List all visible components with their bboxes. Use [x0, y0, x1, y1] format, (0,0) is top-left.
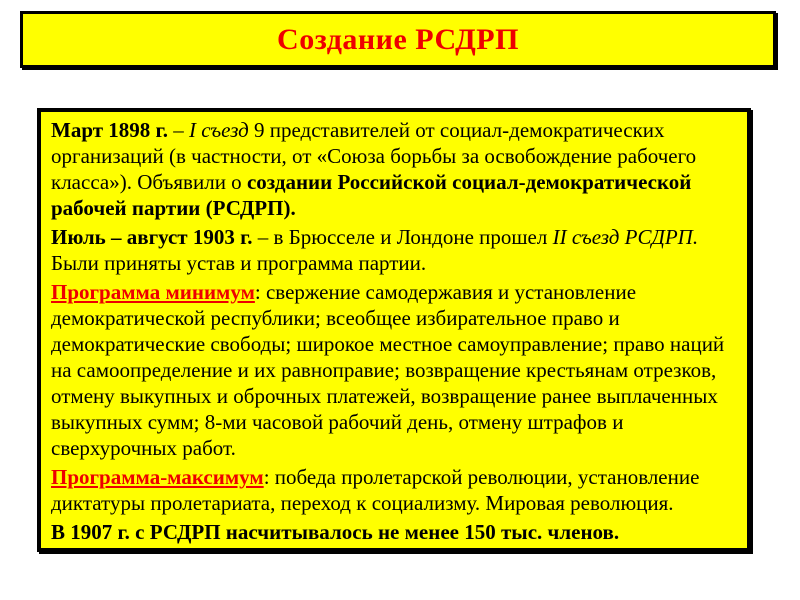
title-bar	[20, 11, 776, 68]
body-text	[51, 117, 739, 545]
text-segment-regular: –	[173, 118, 189, 142]
content-box	[37, 108, 751, 552]
text-segment-regular: : победа пролетарской революции, установление диктатуры пролетариата, переход к социализму. Мировая революция.	[51, 465, 700, 515]
text-segment-regular: : свержение самодержавия и установление демократической республики; всеобщее избирательное право и демократические свободы; широкое местное самоуправление; право наций на самоопределение и их равноправие; возвращение крестьянам отрезков, отмену выкупных и оброчных платежей, возвращение ранее выплаченных выкупных сумм; 8-ми часовой рабочий день, отмену штрафов и сверхурочных работ.	[51, 280, 725, 460]
text-segment-red-heading: Программа-максимум	[51, 465, 264, 489]
text-segment-italic: II съезд РСДРП.	[552, 225, 699, 249]
paragraph	[51, 519, 739, 545]
text-segment-regular: Были приняты устав и программа партии.	[51, 251, 427, 275]
paragraph	[51, 464, 739, 516]
text-segment-red-heading: Программа минимум	[51, 280, 255, 304]
paragraph	[51, 117, 739, 221]
paragraph	[51, 224, 739, 276]
text-segment-bold: В 1907 г. с РСДРП насчитывалось не менее 150 тыс. членов.	[51, 520, 620, 544]
text-segment-italic: I съезд	[188, 118, 254, 142]
text-segment-regular: – в Брюсселе и Лондоне прошел	[257, 225, 553, 249]
paragraph	[51, 279, 739, 461]
text-segment-bold: создании Российской социал-демократической рабочей партии (РСДРП).	[51, 170, 692, 220]
text-segment-bold: Июль – август 1903 г.	[51, 225, 258, 249]
slide-title: Создание РСДРП	[277, 22, 519, 56]
text-segment-bold: Март 1898 г.	[51, 118, 174, 142]
text-segment-regular: 9 представителей от социал-демократических организаций (в частности, от «Союза борьбы за освобождение рабочего класса»). Объявили о	[51, 118, 697, 194]
